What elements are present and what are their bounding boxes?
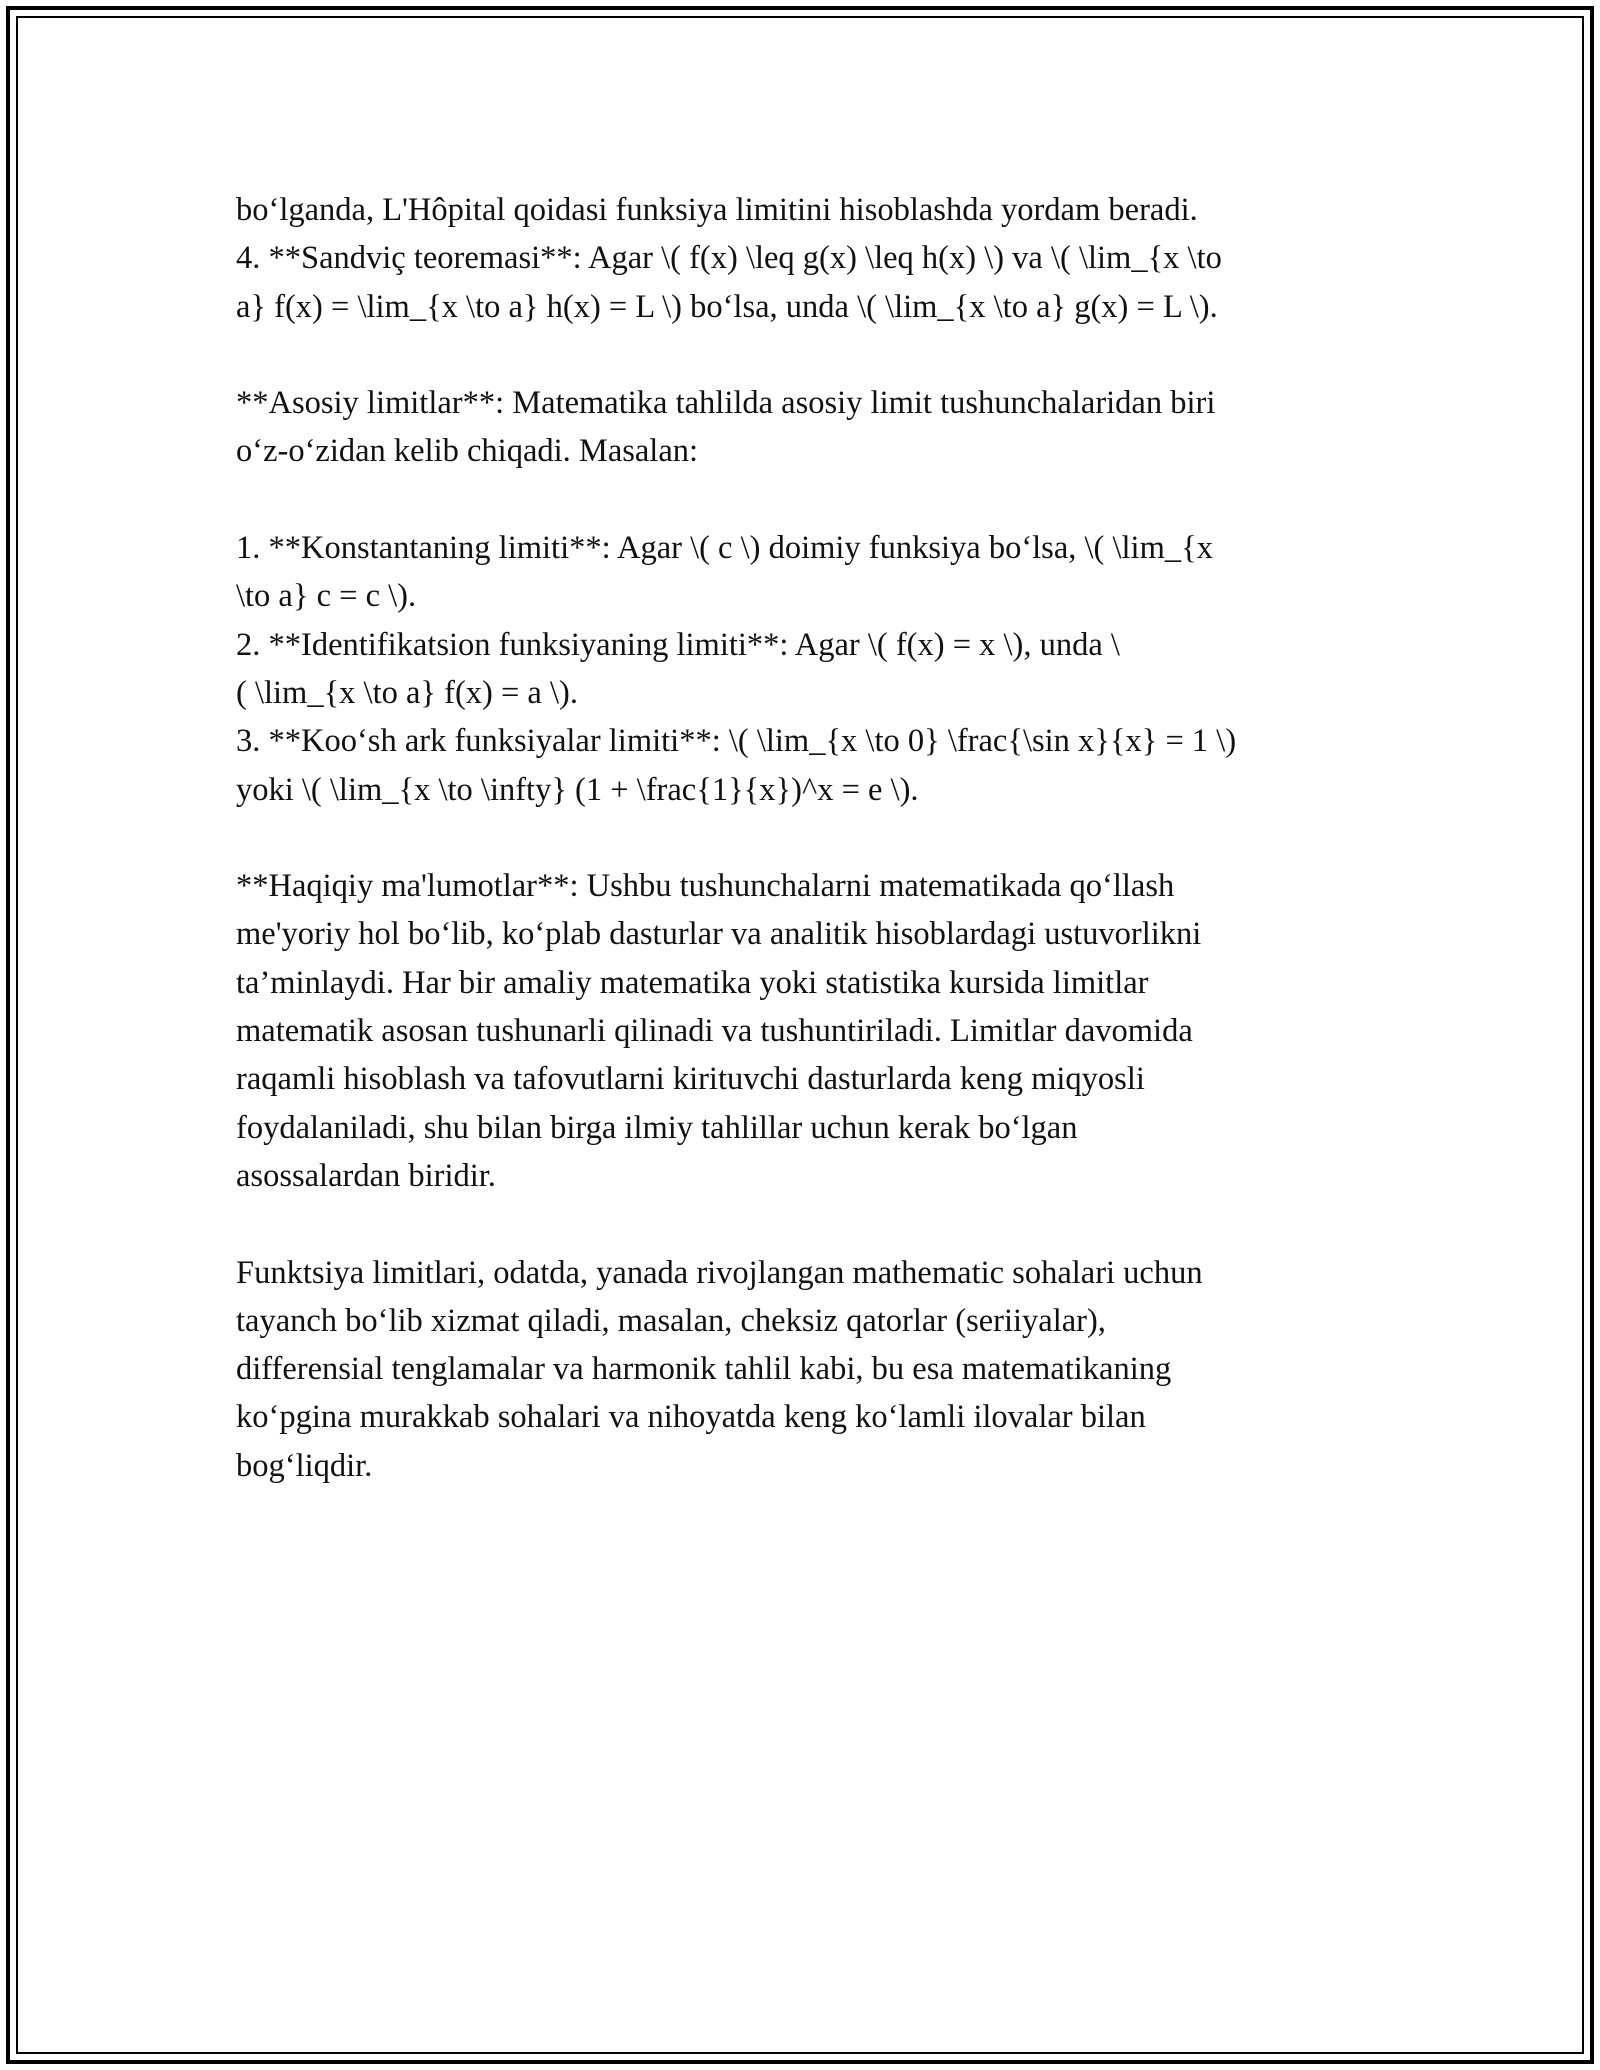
text-line: 3. **Koo‘sh ark funksiyalar limiti**: \( \lim_{x \to 0} \frac{\sin x}{x} = 1 \) <box>236 723 1237 760</box>
text-line: asossalardan biridir. <box>236 1157 496 1194</box>
document-body <box>236 186 1376 1490</box>
text-line: 4. **Sandviç teoremasi**: Agar \( f(x) \leq g(x) \leq h(x) \) va \( \lim_{x \to <box>236 240 1222 277</box>
text-line: foydalaniladi, shu bilan birga ilmiy tahlillar uchun kerak bo‘lgan <box>236 1109 1078 1146</box>
text-line: 1. **Konstantaning limiti**: Agar \( c \) doimiy funksiya bo‘lsa, \( \lim_{x <box>236 530 1213 567</box>
text-line: matematik asosan tushunarli qilinadi va tushuntiriladi. Limitlar davomida <box>236 1013 1193 1050</box>
text-line: ta’minlaydi. Har bir amaliy matematika yoki statistika kursida limitlar <box>236 964 1149 1001</box>
paragraph-lhopital-sandwich <box>236 186 1376 331</box>
text-line: 2. **Identifikatsion funksiyaning limiti**: Agar \( f(x) = x \), unda \ <box>236 626 1120 663</box>
text-line: differensial tenglamalar va harmonik tahlil kabi, bu esa matematikaning <box>236 1351 1172 1388</box>
text-line: me'yoriy hol bo‘lib, ko‘plab dasturlar va analitik hisoblardagi ustuvorlikni <box>236 916 1202 953</box>
text-line: Funktsiya limitlari, odatda, yanada rivojlangan mathematic sohalari uchun <box>236 1254 1203 1291</box>
text-line: a} f(x) = \lim_{x \to a} h(x) = L \) bo‘lsa, unda \( \lim_{x \to a} g(x) = L \). <box>236 288 1218 325</box>
text-line: ko‘pgina murakkab sohalari va nihoyatda keng ko‘lamli ilovalar bilan <box>236 1399 1146 1436</box>
paragraph-basic-limits <box>236 379 1376 476</box>
paragraph-limit-list <box>236 524 1376 814</box>
text-line: yoki \( \lim_{x \to \infty} (1 + \frac{1}{x})^x = e \). <box>236 771 919 808</box>
text-line: tayanch bo‘lib xizmat qiladi, masalan, cheksiz qatorlar (seriiyalar), <box>236 1302 1106 1339</box>
text-line: bo‘lganda, L'Hôpital qoidasi funksiya limitini hisoblashda yordam beradi. <box>236 192 1198 228</box>
text-line: **Asosiy limitlar**: Matematika tahlilda asosiy limit tushunchalaridan biri <box>236 385 1216 422</box>
text-line: o‘z-o‘zidan kelib chiqadi. Masalan: <box>236 433 699 470</box>
text-line: raqamli hisoblash va tafovutlarni kirituvchi dasturlarda keng miqyosli <box>236 1061 1145 1098</box>
text-line: \to a} c = c \). <box>236 578 417 615</box>
text-line: bog‘liqdir. <box>236 1447 373 1484</box>
paragraph-function-limits <box>236 1249 1376 1490</box>
text-line: ( \lim_{x \to a} f(x) = a \). <box>236 674 578 711</box>
paragraph-real-data <box>236 862 1376 1200</box>
text-line: **Haqiqiy ma'lumotlar**: Ushbu tushunchalarni matematikada qo‘llash <box>236 868 1175 905</box>
